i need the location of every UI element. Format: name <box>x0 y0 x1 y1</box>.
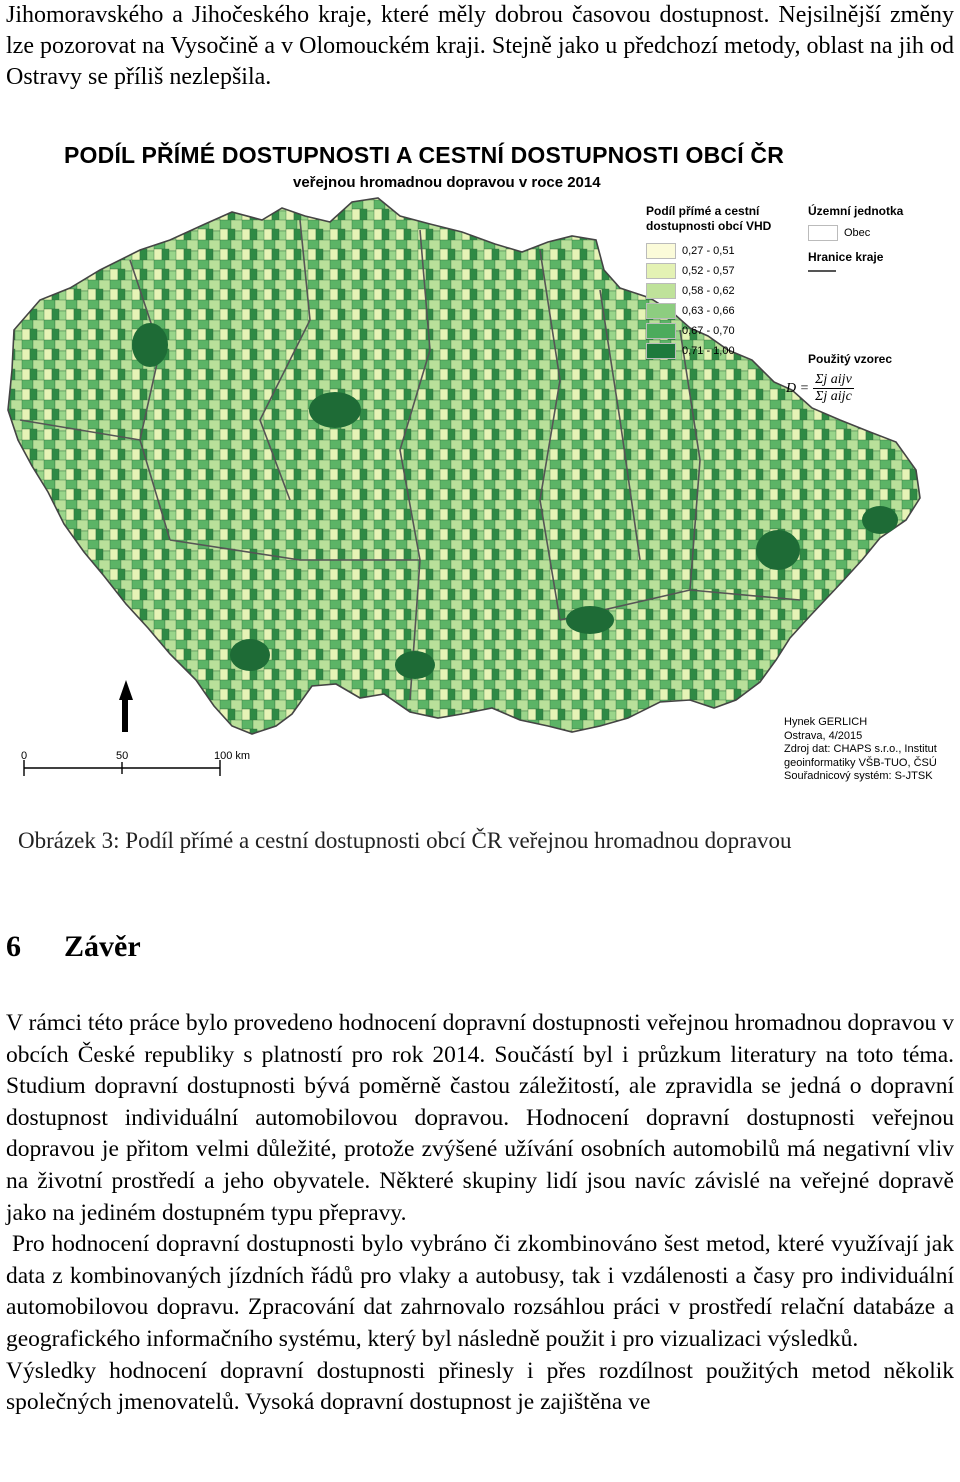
credit-line: geoinformatiky VŠB-TUO, ČSÚ <box>784 756 937 769</box>
legend-kraj-line <box>808 270 836 272</box>
map-title: PODÍL PŘÍMÉ DOSTUPNOSTI A CESTNÍ DOSTUPNOSTI OBCÍ ČR <box>64 142 785 168</box>
body-paragraph: Výsledky hodnocení dopravní dostupnosti přinesly i přes rozdílnost použitých metod několik společných jmenovatelů. Vysoká dopravní dostupnost je zajištěna ve <box>6 1357 954 1416</box>
body-paragraph: V rámci této práce bylo provedeno hodnocení dopravní dostupnosti veřejnou hromadnou dopravou v obcích České republiky s platností pro rok 2014. Součástí byl i průzkum literatury na toto téma. Studium dopravní dostupnosti bývá poměrně častou záležitostí, ale zpravidla se jedná o dopravní dostupnost individuální automobilovou dopravou. Hodnocení dopravní dostupnosti veřejnou dopravou je přitom velmi důležité, protože zvýšené užívání osobních automobilů má negativní vliv na životní prostředí a jeho obyvatele. Některé skupiny lidí jsou navíc závislé na veřejné dopravě jako na jediném dostupném typu přepravy. <box>6 1010 954 1226</box>
map-figure <box>0 120 960 800</box>
legend-swatch <box>646 263 676 279</box>
body-paragraph: Pro hodnocení dopravní dostupnosti bylo vybráno či zkombinováno šest metod, které využívají jak data z kombinovaných jízdních řádů pro vlaky a autobusy, tak i vzdálenosti a časy pro individuální automobilovou dopravu. Zpracování dat zahrnovalo rozsáhlou práci v prostředí relační databáze a geografického informačního systému, který byl následně použit i pro vizualizaci výsledků. <box>6 1231 954 1352</box>
credit-line: Zdroj dat: CHAPS s.r.o., Institut <box>784 743 937 755</box>
legend-formula <box>786 372 854 405</box>
legend-title-2: dostupnosti obcí VHD <box>646 219 772 233</box>
map-legend <box>646 204 946 464</box>
scale-label-50: 50 <box>116 750 129 762</box>
credit-line: Souřadnicový systém: S-JTSK <box>784 770 933 782</box>
formula-numerator: Σj aijv <box>815 372 852 387</box>
legend-swatch <box>646 323 676 339</box>
legend-class <box>646 262 735 280</box>
legend-class <box>646 342 735 360</box>
section-title: Závěr <box>64 930 141 963</box>
legend-class <box>646 322 735 340</box>
intro-paragraph <box>6 0 954 93</box>
legend-title-1: Podíl přímé a cestní <box>646 204 760 218</box>
legend-unit-kraj-label: Hranice kraje <box>808 250 884 264</box>
figure-caption: Obrázek 3: Podíl přímé a cestní dostupnosti obcí ČR veřejnou hromadnou dopravou <box>18 828 792 853</box>
scale-bar <box>24 760 220 776</box>
legend-swatch <box>646 243 676 259</box>
legend-unit-swatch <box>808 225 838 241</box>
legend-class-label: 0,27 - 0,51 <box>682 245 735 257</box>
section-body <box>6 1008 954 1419</box>
legend-swatch <box>646 283 676 299</box>
credit-line: Ostrava, 4/2015 <box>784 729 863 742</box>
legend-class-label: 0,63 - 0,66 <box>682 305 735 317</box>
formula-fraction <box>813 372 854 405</box>
legend-class <box>646 282 735 300</box>
legend-swatch <box>646 343 676 359</box>
legend-class-label: 0,67 - 0,70 <box>682 325 735 337</box>
section-number: 6 <box>6 930 21 963</box>
formula-eq: = <box>796 380 810 396</box>
intro-text: Jihomoravského a Jihočeského kraje, které měly dobrou časovou dostupnost. Nejsilnější změny lze pozorovat na Vysočině a v Olomouckém kraji. Stejně jako u předchozí metody, oblast na jih od Ostravy se příliš nezlepšila. <box>6 2 954 90</box>
legend-formula-title: Použitý vzorec <box>808 352 893 366</box>
legend-class <box>646 242 735 260</box>
legend-unit-obec <box>808 224 870 242</box>
credit-line: Hynek GERLICH <box>784 716 868 728</box>
map-subtitle: veřejnou hromadnou dopravou v roce 2014 <box>293 174 601 191</box>
prague-blob <box>309 392 361 428</box>
formula-lhs: D <box>786 380 797 396</box>
north-arrow <box>119 680 133 732</box>
section-heading <box>6 930 141 964</box>
formula-denominator: Σj aijc <box>815 389 852 404</box>
legend-class-label: 0,58 - 0,62 <box>682 285 735 297</box>
map-credits <box>784 716 937 784</box>
scale-label-100: 100 km <box>214 750 251 762</box>
legend-class <box>646 302 735 320</box>
scale-label-0: 0 <box>21 750 28 762</box>
legend-units-title: Územní jednotka <box>808 204 904 218</box>
legend-class-label: 0,52 - 0,57 <box>682 265 735 277</box>
legend-unit-obec-label: Obec <box>844 227 871 239</box>
legend-class-label: 0,71 - 1,00 <box>682 345 735 357</box>
legend-swatch <box>646 303 676 319</box>
